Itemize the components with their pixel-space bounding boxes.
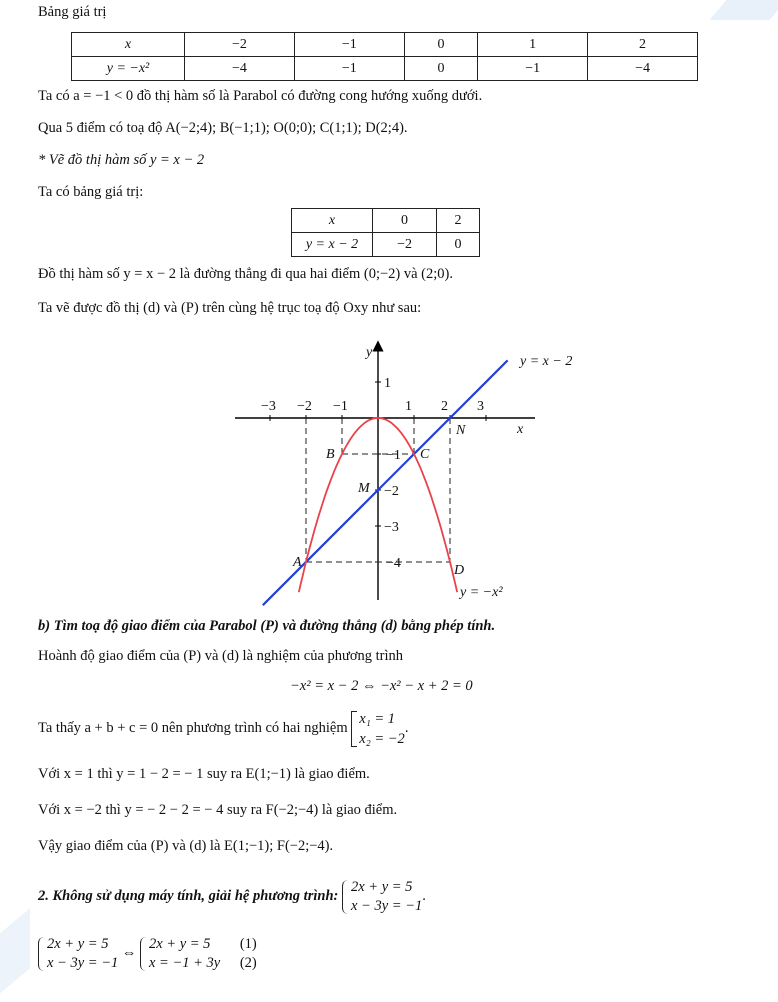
table-cell: x	[292, 209, 373, 233]
text-line: Hoành độ giao điểm của (P) và (d) là nghiệm của phương trình	[38, 648, 404, 664]
root: x₂ = −2	[359, 730, 405, 747]
equation: −x² = x − 2 ⇔ −x² − x + 2 = 0	[290, 678, 473, 694]
system-equations	[342, 878, 422, 916]
point-label-d: D	[454, 563, 465, 578]
table-cell: −2	[373, 233, 437, 257]
table-cell: −2	[185, 33, 295, 57]
y-axis-label: y	[366, 345, 373, 360]
x-tick-label: −1	[333, 399, 348, 414]
table-cell: −4	[588, 57, 698, 81]
table-cell: −4	[185, 57, 295, 81]
x-axis-label: x	[517, 422, 524, 437]
part-2-title: 2. Không sử dụng máy tính, giải hệ phương trình:	[38, 888, 339, 904]
x-tick-label: −3	[261, 399, 276, 414]
values-table-line	[291, 208, 480, 257]
root: x₁ = 1	[359, 710, 396, 727]
roots-system	[351, 709, 405, 749]
part-b-title: b) Tìm toạ độ giao điểm của Parabol (P) và đường thẳng (d) bằng phép tính.	[38, 618, 496, 634]
table-row	[292, 209, 480, 233]
table-cell: 0	[437, 233, 480, 257]
text-line: Qua 5 điểm có toạ độ A(−2;4); B(−1;1); O(0;0); C(1;1); D(2;4).	[38, 120, 408, 136]
table-cell: 0	[404, 33, 478, 57]
system-row: 2x + y = 5	[47, 935, 109, 952]
table-cell: −1	[294, 57, 404, 81]
point-label-b: B	[326, 447, 335, 462]
table-row	[72, 33, 698, 57]
y-tick-label: 1	[384, 376, 391, 391]
equation-tag: (2)	[239, 954, 257, 971]
point-label-n: N	[456, 423, 466, 438]
equivalence-symbol: ⇔	[121, 945, 137, 961]
table-cell: −1	[478, 57, 588, 81]
system-equations-right	[140, 935, 220, 973]
table-cell: −1	[294, 33, 404, 57]
system-row: x = −1 + 3y	[148, 954, 221, 971]
point-label-c: C	[420, 447, 430, 462]
system-row: 2x + y = 5	[148, 935, 211, 952]
system-transformation	[38, 931, 257, 975]
point-label-a: A	[293, 555, 302, 570]
system-equations-left	[38, 935, 118, 973]
line-equation-label: y = x − 2	[520, 354, 573, 369]
text-line: Ta vẽ được đồ thị (d) và (P) trên cùng hệ trục toạ độ Oxy như sau:	[38, 300, 422, 316]
table-cell: y = x − 2	[292, 233, 373, 257]
parabola-equation-label: y = −x²	[460, 585, 503, 600]
text-line: Đồ thị hàm số y = x − 2 là đường thẳng đi qua hai điểm (0;−2) và (2;0).	[38, 266, 453, 282]
table-cell: 2	[437, 209, 480, 233]
text-line: Ta có bảng giá trị:	[38, 184, 144, 200]
corner-decoration-top	[710, 0, 778, 20]
table-cell: 2	[588, 33, 698, 57]
table-row	[292, 233, 480, 257]
y-tick-label: −1	[386, 448, 401, 463]
text-line: Ta có a = −1 < 0 đồ thị hàm số là Parabol có đường cong hướng xuống dưới.	[38, 88, 483, 104]
corner-decoration-bottom	[0, 908, 30, 1002]
equation-tags	[240, 935, 257, 973]
values-table-parabola	[71, 32, 698, 81]
x-tick-label: 3	[477, 399, 484, 414]
values-table-heading: Bảng giá trị	[38, 4, 107, 20]
text-line: Với x = 1 thì y = 1 − 2 = − 1 suy ra E(1;−1) là giao điểm.	[38, 766, 370, 782]
table-cell: 0	[404, 57, 478, 81]
table-cell: y = −x²	[72, 57, 185, 81]
table-cell: x	[72, 33, 185, 57]
table-cell: 1	[478, 33, 588, 57]
text-line-roots: Ta thấy a + b + c = 0 nên phương trình có hai nghiệm x₁ = 1 x₂ = −2 .	[38, 710, 409, 747]
system-row: x − 3y = −1	[350, 897, 423, 914]
x-tick-label: 1	[405, 399, 412, 414]
y-tick-label: −3	[384, 520, 399, 535]
y-tick-label: −2	[384, 484, 399, 499]
text-line: Ta thấy a + b + c = 0 nên phương trình có hai nghiệm	[38, 720, 348, 736]
equation-tag: (1)	[239, 935, 257, 952]
text-line: * Vẽ đồ thị hàm số y = x − 2	[38, 152, 205, 168]
graph-parabola-and-line	[225, 338, 605, 608]
table-cell: 0	[373, 209, 437, 233]
part-2-heading: 2. Không sử dụng máy tính, giải hệ phương trình: 2x + y = 5 x − 3y = −1 .	[38, 878, 426, 914]
y-tick-label: −4	[386, 556, 401, 571]
text-line: Với x = −2 thì y = − 2 − 2 = − 4 suy ra F(−2;−4) là giao điểm.	[38, 802, 398, 818]
system-row: x − 3y = −1	[47, 954, 119, 971]
system-row: 2x + y = 5	[350, 878, 413, 895]
text-line: Vậy giao điểm của (P) và (d) là E(1;−1); F(−2;−4).	[38, 838, 334, 854]
x-tick-label: −2	[297, 399, 312, 414]
x-tick-label: 2	[441, 399, 448, 414]
table-row	[72, 57, 698, 81]
point-label-m: M	[358, 481, 370, 496]
